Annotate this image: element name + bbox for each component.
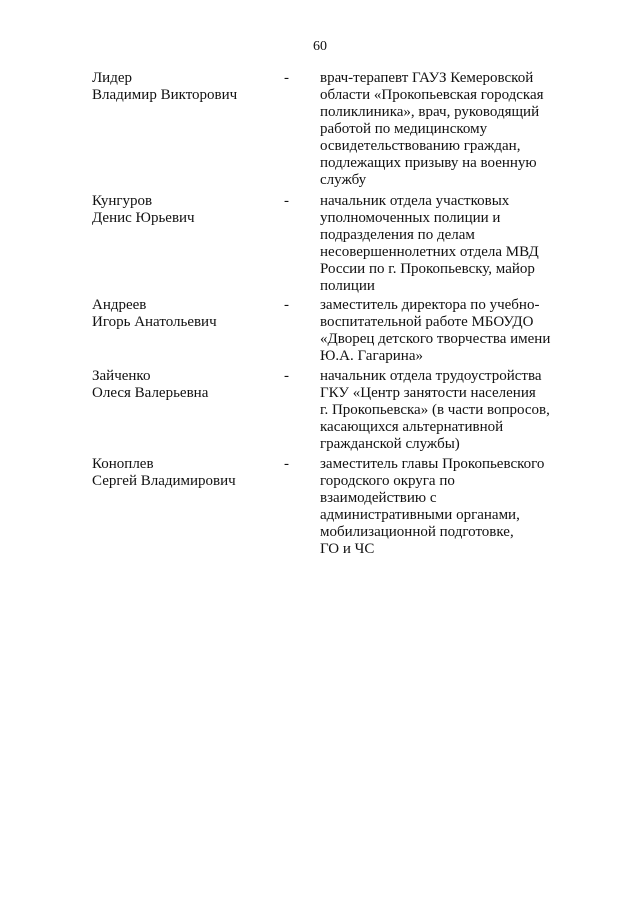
member-name xyxy=(92,193,284,227)
separator-dash: - xyxy=(284,70,289,86)
member-position xyxy=(320,368,575,453)
position-line: мобилизационной подготовке, xyxy=(320,524,514,540)
member-name xyxy=(92,297,284,331)
position-line: работой по медицинскому xyxy=(320,121,488,137)
separator-dash: - xyxy=(284,456,289,472)
member-position xyxy=(320,456,575,558)
position-line: гражданской службы) xyxy=(320,436,460,452)
member-given-names: Игорь Анатольевич xyxy=(92,314,217,330)
member-position xyxy=(320,297,575,365)
member-position xyxy=(320,70,575,189)
position-line: административными органами, xyxy=(320,507,520,523)
position-line: полиции xyxy=(320,278,375,294)
member-given-names: Сергей Владимирович xyxy=(92,473,236,489)
member-given-names: Олеся Валерьевна xyxy=(92,385,209,401)
separator-dash: - xyxy=(284,193,289,209)
position-line: «Дворец детского творчества имени xyxy=(320,331,551,347)
position-line: врач-терапевт ГАУЗ Кемеровской xyxy=(320,70,534,86)
position-line: Ю.А. Гагарина» xyxy=(320,348,423,364)
position-line: начальник отдела участковых xyxy=(320,193,510,209)
member-name xyxy=(92,368,284,402)
member-entry-kungurov xyxy=(92,193,582,293)
member-position xyxy=(320,193,575,295)
member-surname: Лидер xyxy=(92,70,132,86)
page-number: 60 xyxy=(313,39,327,54)
position-line: уполномоченных полиции и xyxy=(320,210,501,226)
member-surname: Зайченко xyxy=(92,368,151,384)
member-entry-lider xyxy=(92,70,582,189)
member-entry-zaychenko xyxy=(92,368,582,452)
commission-member-list xyxy=(92,70,582,558)
position-line: ГКУ «Центр занятости населения xyxy=(320,385,536,401)
position-line: службу xyxy=(320,172,367,188)
position-line: ГО и ЧС xyxy=(320,541,375,557)
position-line: касающихся альтернативной xyxy=(320,419,504,435)
member-surname: Коноплев xyxy=(92,456,154,472)
member-given-names: Владимир Викторович xyxy=(92,87,238,103)
position-line: России по г. Прокопьевску, майор xyxy=(320,261,535,277)
member-entry-andreev xyxy=(92,297,582,364)
position-line: городского округа по xyxy=(320,473,455,489)
member-surname: Кунгуров xyxy=(92,193,153,209)
position-line: поликлиника», врач, руководящий xyxy=(320,104,540,120)
position-line: несовершеннолетних отдела МВД xyxy=(320,244,539,260)
position-line: подлежащих призыву на военную xyxy=(320,155,537,171)
position-line: взаимодействию с xyxy=(320,490,437,506)
member-given-names: Денис Юрьевич xyxy=(92,210,195,226)
member-surname: Андреев xyxy=(92,297,147,313)
member-name xyxy=(92,456,284,490)
position-line: освидетельствованию граждан, xyxy=(320,138,521,154)
separator-dash: - xyxy=(284,368,289,384)
member-name xyxy=(92,70,284,104)
position-line: подразделения по делам xyxy=(320,227,475,243)
position-line: воспитательной работе МБОУДО xyxy=(320,314,534,330)
position-line: начальник отдела трудоустройства xyxy=(320,368,542,384)
separator-dash: - xyxy=(284,297,289,313)
position-line: г. Прокопьевска» (в части вопросов, xyxy=(320,402,550,418)
member-entry-konoplev xyxy=(92,456,582,558)
position-line: заместитель директора по учебно- xyxy=(320,297,540,313)
position-line: заместитель главы Прокопьевского xyxy=(320,456,545,472)
position-line: области «Прокопьевская городская xyxy=(320,87,544,103)
